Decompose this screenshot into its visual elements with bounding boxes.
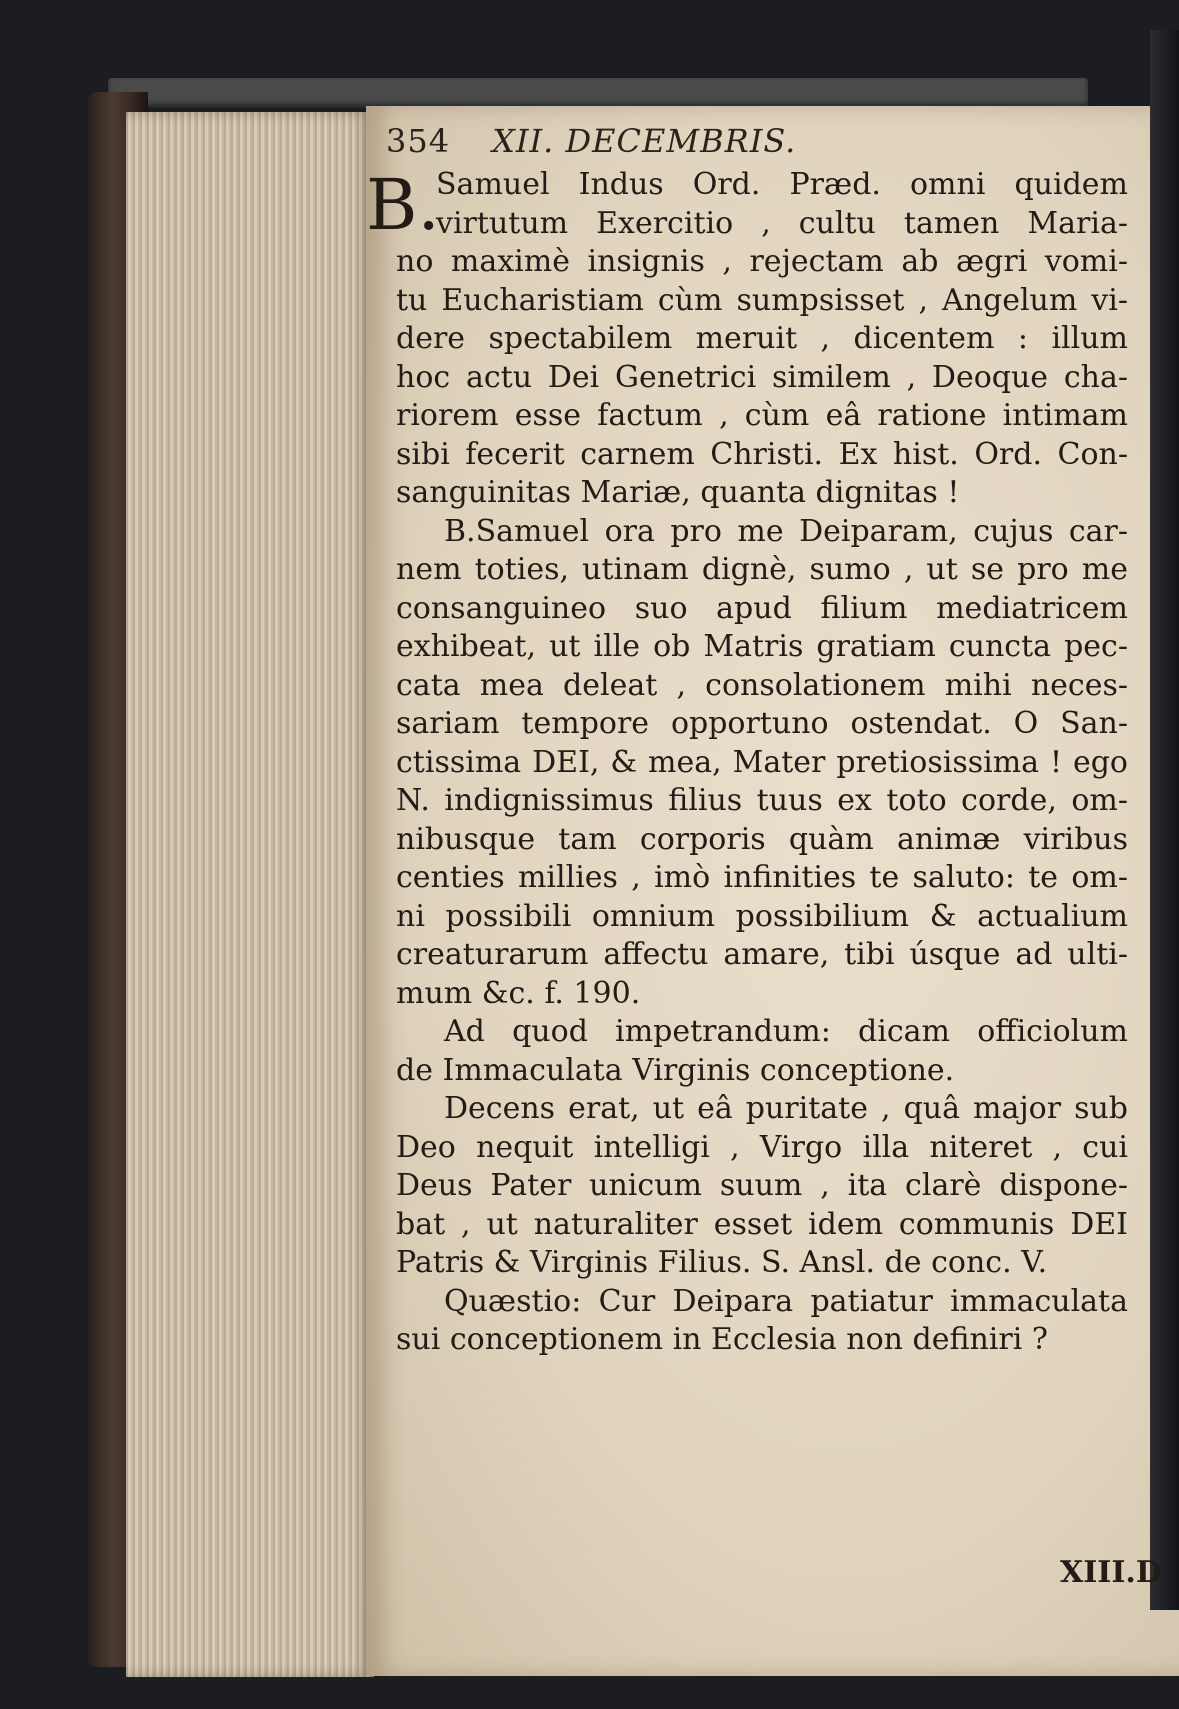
running-title: XII. DECEMBRIS. (492, 122, 797, 160)
body-text (396, 166, 1128, 1360)
text-line: creaturarum affectu amare, tibi úsque ad ulti- (396, 937, 1128, 972)
text-line: Deus Pater unicum suum , ita clarè dispone- (396, 1168, 1128, 1203)
text-line: Samuel Indus Ord. Præd. omni quidem (436, 167, 1128, 202)
text-line: no maximè insignis , rejectam ab ægri vomi- (396, 244, 1128, 279)
text-line: consanguineo suo apud filium mediatricem (396, 590, 1128, 626)
text-line: Decens erat, ut eâ puritate , quâ major sub (444, 1091, 1128, 1126)
text-line: virtutum Exercitio , cultu tamen Maria- (436, 205, 1128, 241)
running-header (386, 122, 796, 160)
text-line: cata mea deleat , consolationem mihi neces- (396, 667, 1128, 703)
text-line: Deo nequit intelligi , Virgo illa niteret , cui (396, 1129, 1128, 1165)
drop-cap: B. (366, 164, 440, 246)
text-line: sariam tempore opportuno ostendat. O San- (396, 706, 1128, 741)
text-line: tu Eucharistiam cùm sumpsisset , Angelum vi- (396, 282, 1128, 318)
text-line: bat , ut naturaliter esset idem communis DEI (396, 1206, 1128, 1242)
page-edges (126, 112, 374, 1677)
book-cover-top (108, 78, 1088, 108)
page-number: 354 (386, 122, 451, 160)
text-line: de Immaculata Virginis conceptione. (396, 1052, 955, 1088)
text-line: nem toties, utinam dignè, sumo , ut se pro me (396, 552, 1128, 587)
text-line: sanguinitas Mariæ, quanta dignitas ! (396, 475, 960, 510)
text-line: riorem esse factum , cùm eâ ratione intimam (396, 398, 1128, 433)
text-line: nibusque tam corporis quàm animæ viribus (396, 821, 1128, 857)
text-line: dere spectabilem meruit , dicentem : illum (396, 321, 1128, 356)
text-line: Quæstio: Cur Deipara patiatur immaculata (444, 1283, 1128, 1319)
facing-page-edge (1150, 30, 1179, 1610)
text-line: Ad quod impetrandum: dicam officiolum (444, 1014, 1128, 1049)
text-line: sui conceptionem in Ecclesia non definiri ? (396, 1322, 1048, 1357)
text-line: B.Samuel ora pro me Deiparam, cujus car- (444, 513, 1128, 549)
text-line: ni possibili omnium possibilium & actualium (396, 898, 1128, 934)
text-line: N. indignissimus filius tuus ex toto corde, om- (396, 783, 1128, 818)
text-line: mum &c. f. 190. (396, 975, 641, 1011)
catchword: XIII.D (1060, 1555, 1162, 1590)
text-line: Patris & Virginis Filius. S. Ansl. de conc. V. (396, 1245, 1048, 1280)
text-line: sibi fecerit carnem Christi. Ex hist. Ord. Con- (396, 436, 1128, 472)
text-line: ctissima DEI, & mea, Mater pretiosissima ! ego (396, 744, 1128, 780)
text-line: hoc actu Dei Genetrici similem , Deoque cha- (396, 359, 1128, 395)
text-line: exhibeat, ut ille ob Matris gratiam cuncta pec- (396, 629, 1128, 664)
text-line: centies millies , imò infinities te saluto: te om- (396, 860, 1128, 895)
